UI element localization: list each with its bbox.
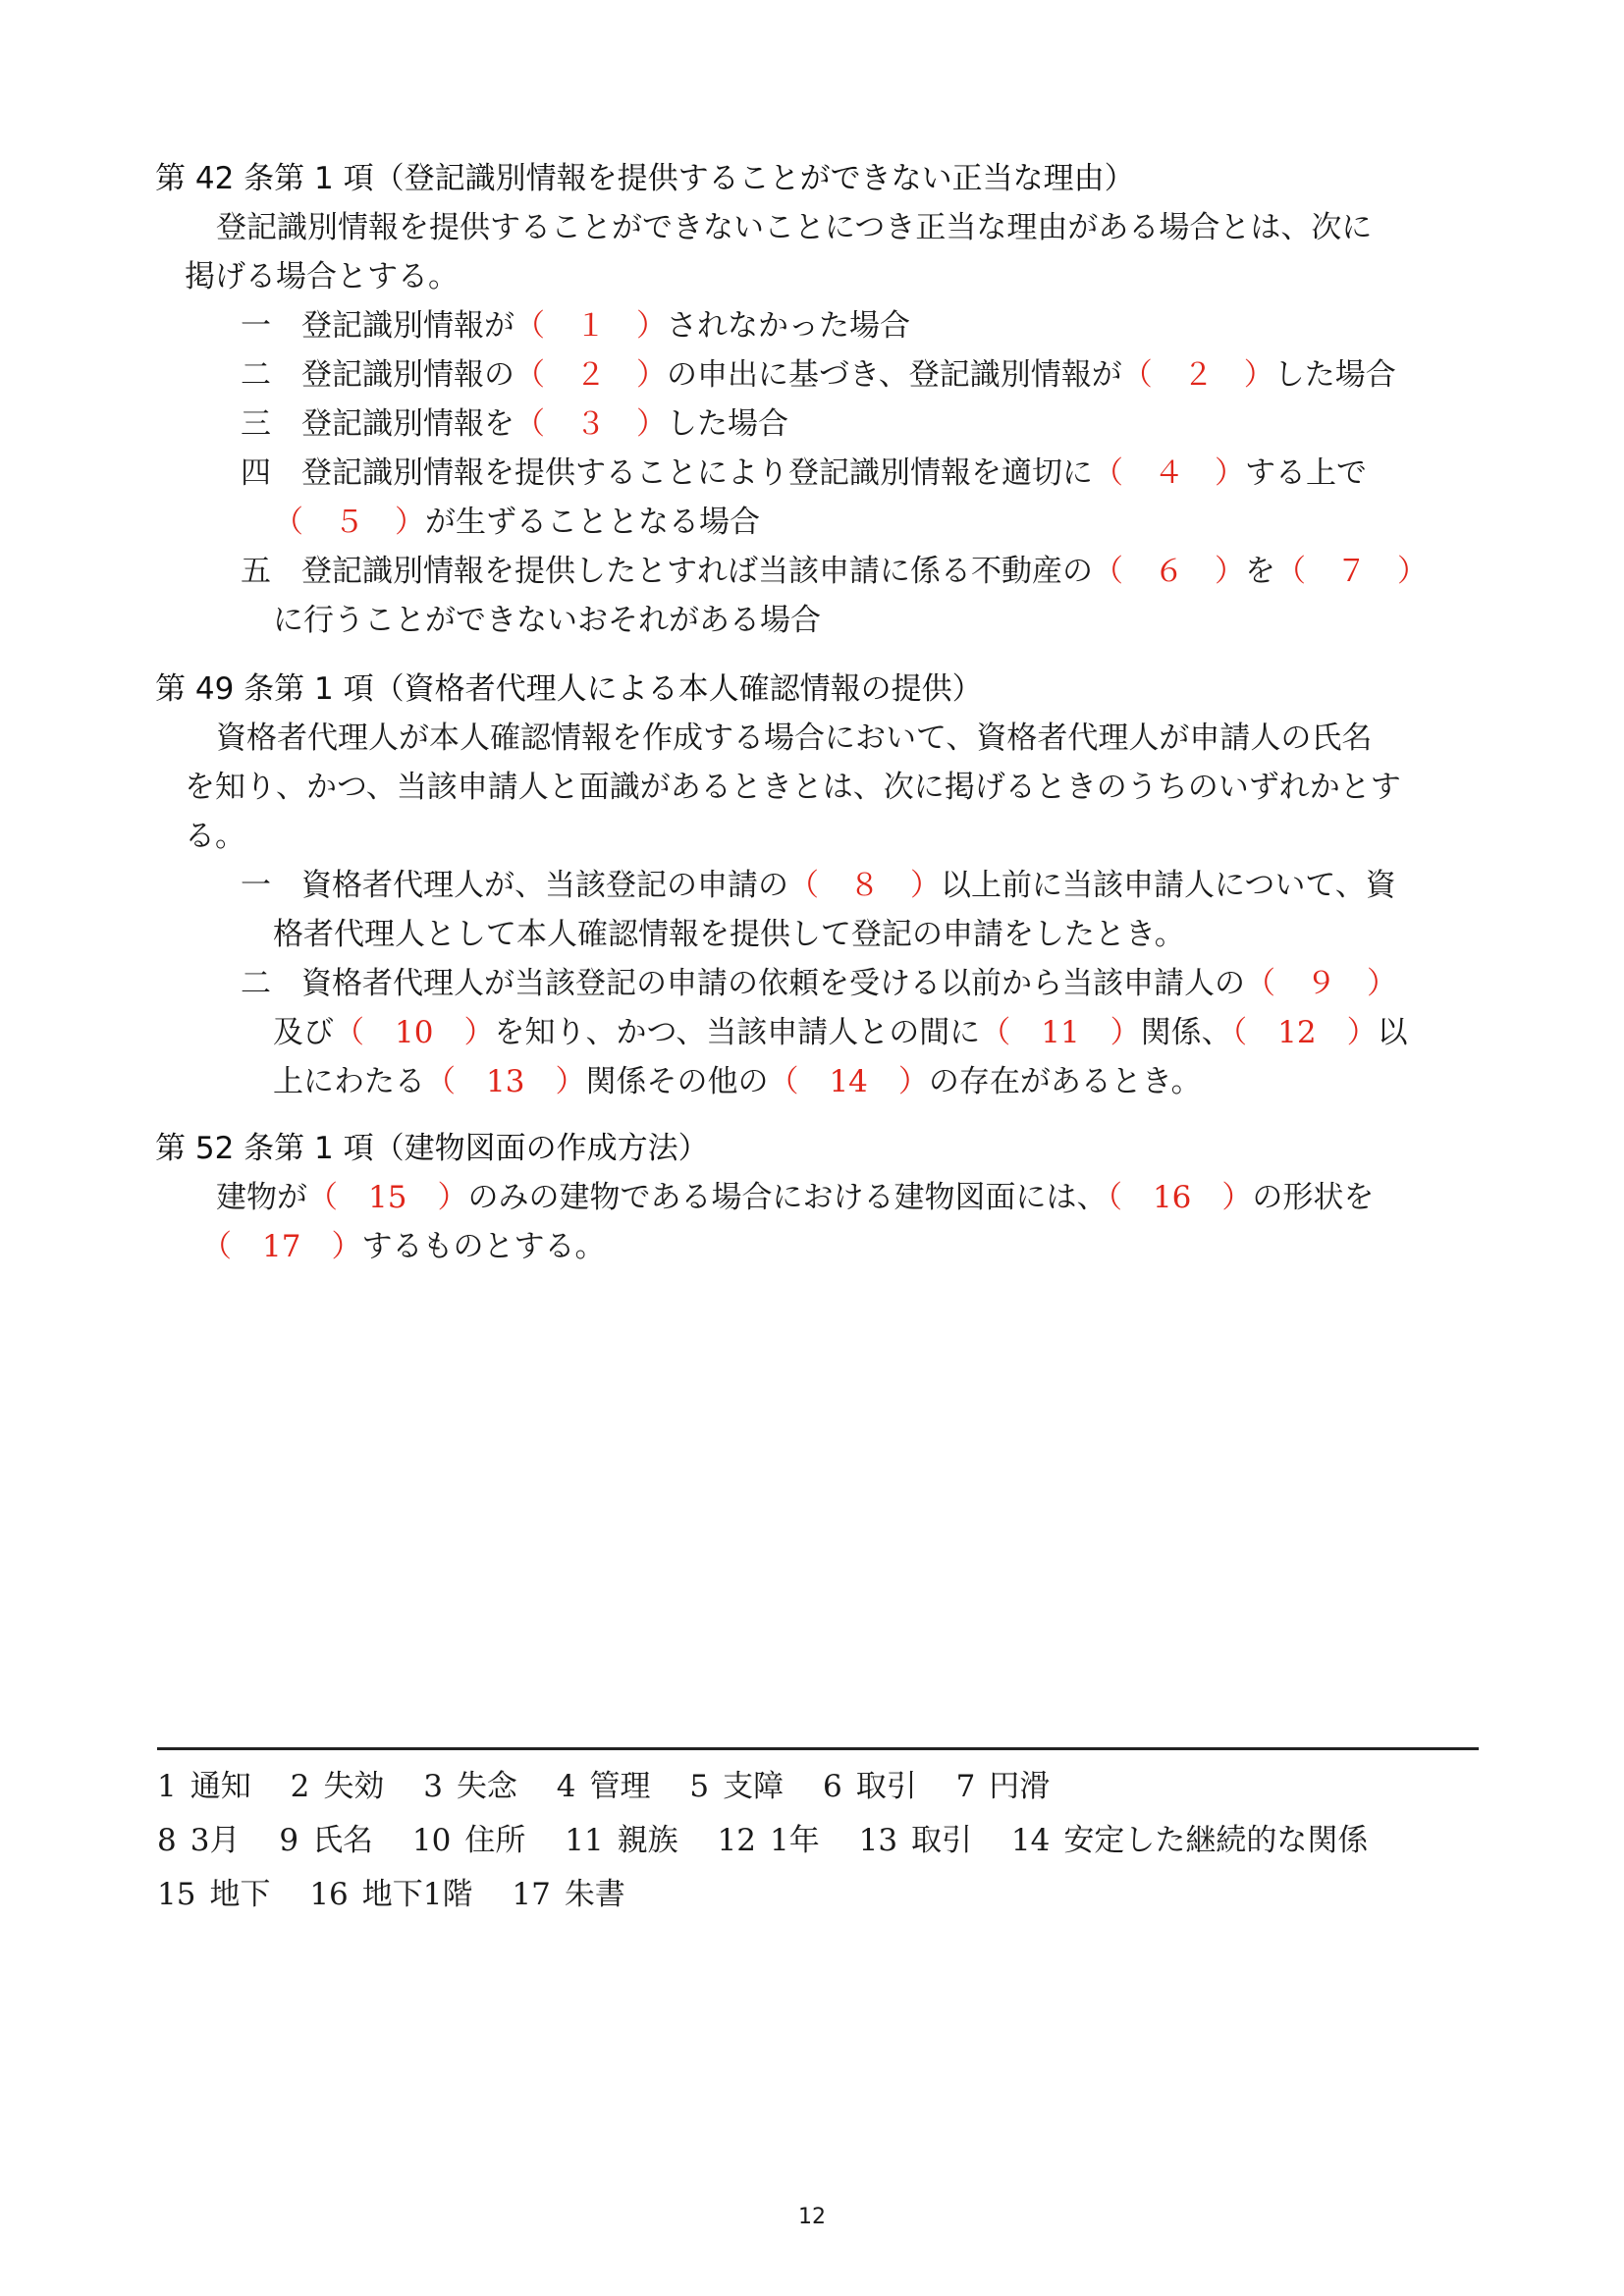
answer-item: 5 支障 [689,1769,785,1804]
page-number: 12 [798,2205,826,2229]
blank-8: （ ８ ） [788,868,941,903]
list-item-49-2-cont: 及び（ 10 ）を知り、かつ、当該申請人との間に（ 11 ）関係、（ 12 ）以 [273,1015,1408,1050]
section-heading-49: 第 49 条第 1 項（資格者代理人による本人確認情報の提供） [155,671,983,707]
blank-16: （ 16 ） [1107,1180,1253,1215]
blank-2: （ ２ ） [514,357,667,393]
paragraph-line: 掲げる場合とする。 [185,259,459,294]
list-item-42-1: 一 登記識別情報が（ １ ）されなかった場合 [241,308,910,344]
answer-item: 17 朱書 [512,1877,625,1912]
blank-3: （ ３ ） [514,406,667,442]
blank-17: （ 17 ） [201,1229,362,1264]
blank-1: （ １ ） [514,308,667,344]
section-heading-52: 第 52 条第 1 項（建物図面の作成方法） [155,1131,709,1166]
paragraph-line: 建物が（ 15 ）のみの建物である場合における建物図面には、（ 16 ）の形状を [216,1180,1375,1215]
list-item-42-4: 四 登記識別情報を提供することにより登記識別情報を適切に（ ４ ）する上で [241,455,1367,491]
list-item-42-5-cont: に行うことができないおそれがある場合 [273,603,821,638]
list-item-42-3: 三 登記識別情報を（ ３ ）した場合 [241,406,788,442]
answer-item: 3 失念 [423,1769,517,1804]
blank-10: （ 10 ） [334,1015,495,1050]
answer-item: 1 通知 [157,1769,251,1804]
answer-row [157,1875,655,1914]
list-item-42-4-cont: （ ５ ）が生ずることとなる場合 [273,505,760,540]
blank-6: （ ６ ） [1093,554,1245,589]
list-item-49-1: 一 資格者代理人が、当該登記の申請の（ ８ ）以上前に当該申請人について、資 [241,868,1396,903]
answer-item: 7 円滑 [955,1769,1051,1804]
answer-row [157,1767,1079,1806]
list-item-42-2: 二 登記識別情報の（ ２ ）の申出に基づき、登記識別情報が（ ２ ）した場合 [241,357,1396,393]
blank-12: （ 12 ） [1231,1015,1378,1050]
section-heading-42: 第 42 条第 1 項（登記識別情報を提供することができない正当な理由） [155,161,1135,196]
paragraph-line: を知り、かつ、当該申請人と面識があるときとは、次に掲げるときのうちのいずれかとす [185,770,1401,805]
list-item-49-2: 二 資格者代理人が当該登記の申請の依頼を受ける以前から当該申請人の（ ９ ） [241,966,1397,1001]
answer-item: 15 地下 [157,1877,271,1912]
list-item-49-1-cont: 格者代理人として本人確認情報を提供して登記の申請をしたとき。 [273,917,1185,952]
blank-9: （ ９ ） [1245,966,1397,1001]
answer-row [157,1821,1397,1860]
blank-2: （ ２ ） [1121,357,1274,393]
blank-13: （ 13 ） [425,1064,586,1099]
list-item-49-2-cont: 上にわたる（ 13 ）関係その他の（ 14 ）の存在があるとき。 [273,1064,1202,1099]
answer-item: 8 3月 [157,1823,241,1858]
answer-item: 12 1年 [717,1823,820,1858]
paragraph-line: る。 [185,819,245,854]
blank-5: （ ５ ） [273,505,425,540]
paragraph-line: 登記識別情報を提供することができないことにつき正当な理由がある場合とは、次に [216,210,1373,245]
answer-item: 16 地下1階 [309,1877,473,1912]
paragraph-line: 資格者代理人が本人確認情報を作成する場合において、資格者代理人が申請人の氏名 [216,721,1373,756]
blank-11: （ 11 ） [980,1015,1141,1050]
answer-item: 6 取引 [822,1769,917,1804]
blank-7: （ ７ ） [1275,554,1428,589]
answer-item: 2 失効 [290,1769,385,1804]
answer-item: 13 取引 [858,1823,973,1858]
answer-item: 10 住所 [411,1823,526,1858]
paragraph-line: （ 17 ）するものとする。 [201,1229,606,1264]
answer-divider [157,1747,1479,1750]
answer-item: 14 安定した継続的な関係 [1010,1823,1369,1858]
blank-15: （ 15 ） [307,1180,468,1215]
answer-item: 4 管理 [556,1769,651,1804]
list-item-42-5: 五 登記識別情報を提供したとすれば当該申請に係る不動産の（ ６ ）を（ ７ ） [241,554,1428,589]
blank-14: （ 14 ） [768,1064,929,1099]
answer-item: 9 氏名 [279,1823,374,1858]
blank-4: （ ４ ） [1093,455,1245,491]
answer-item: 11 親族 [565,1823,678,1858]
